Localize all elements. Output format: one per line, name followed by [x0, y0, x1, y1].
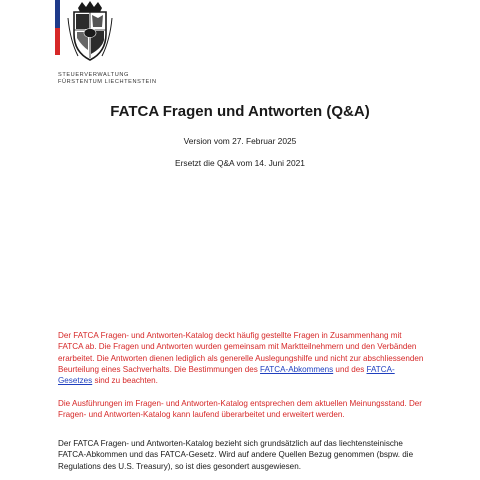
- notice-p1-mid: und des: [333, 364, 367, 374]
- flag-stripe-red: [55, 28, 60, 55]
- org-name: [58, 72, 157, 86]
- version-date: Version vom 27. Februar 2025: [183, 136, 297, 146]
- org-name-line1: STEUERVERWALTUNG: [58, 72, 129, 78]
- org-name-line2: FÜRSTENTUM LIECHTENSTEIN: [58, 79, 157, 85]
- notice-p1-text: Der FATCA Fragen- und Antworten-Katalog deckt häufig gestellte Fragen in Zusammenhang mit FATCA ab. Die Fragen und Antworten wurden gemeinsam mit Marktteilnehmern und den Verbänden erarbeitet. Die Antworten dienen lediglich als generelle Auslegungshilfe und nicht zur abschliessenden Beurteilung eines Sachverhalts. Die Bestimmungen des: [58, 331, 424, 374]
- link-fatca-abkommen[interactable]: FATCA-Abkommens: [260, 364, 334, 374]
- supersedes-note: Ersetzt die Q&A vom 14. Juni 2021: [175, 158, 305, 168]
- link-fatca-gesetz[interactable]: FATCA-Gesetzes: [58, 364, 395, 386]
- notice-paragraph-1: [58, 330, 426, 386]
- notice-p1-end: sind zu beachten.: [92, 376, 158, 386]
- flag-stripe-blue: [55, 0, 60, 28]
- body-paragraph: Der FATCA Fragen- und Antworten-Katalog bezieht sich grundsätzlich auf das liechtensteinische FATCA-Abkommen und das FATCA-Gesetz. Wird auf andere Quellen Bezug genommen (bspw. die Regulations des U.S. Treasury), so ist dies gesondert ausgewiesen.: [58, 439, 414, 471]
- liechtenstein-crest-icon: [64, 0, 116, 64]
- notice-paragraph-2: Die Ausführungen im Fragen- und Antworten-Katalog entsprechen dem aktuellen Meinungsstand. Der Fragen- und Antworten-Katalog kann laufend überarbeitet und erweitert werden.: [58, 399, 422, 420]
- document-title: FATCA Fragen und Antworten (Q&A): [110, 103, 370, 120]
